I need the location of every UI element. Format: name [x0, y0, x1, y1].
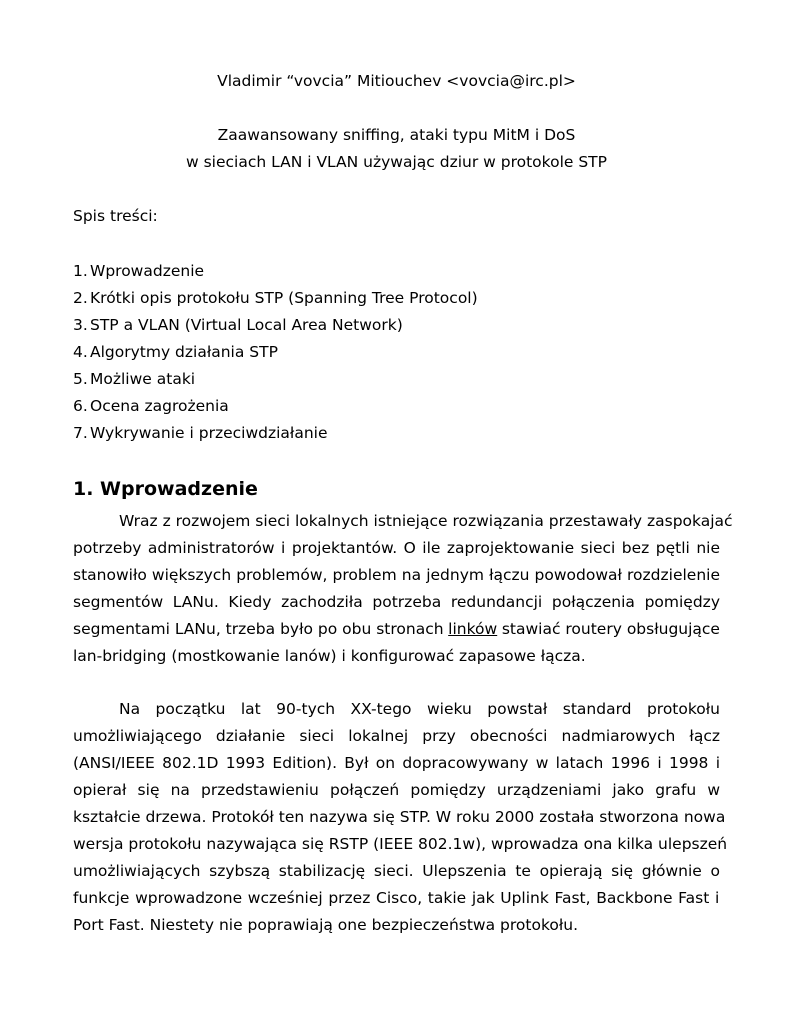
table-of-contents [73, 261, 478, 450]
paragraph-line: stanowiło większych problemów, problem na jednym łączu powodował rozdzielenie [73, 566, 720, 584]
toc-heading: Spis treści: [73, 207, 158, 225]
paragraph-line: potrzeby administratorów i projektantów. O ile zaprojektowanie sieci bez pętli nie [73, 539, 720, 557]
toc-item-label: Wykrywanie i przeciwdziałanie [90, 424, 328, 442]
toc-item-number: 7. [73, 424, 88, 442]
toc-item [73, 342, 478, 369]
toc-item [73, 423, 478, 450]
toc-item [73, 369, 478, 396]
toc-item-number: 6. [73, 397, 88, 415]
author-line: Vladimir “vovcia” Mitiouchev <vovcia@irc.pl> [217, 72, 576, 90]
paragraph-text: segmentami LANu, trzeba było po obu stronach [73, 620, 444, 638]
toc-item-label: Krótki opis protokołu STP (Spanning Tree Protocol) [90, 289, 478, 307]
toc-item [73, 396, 478, 423]
toc-item-number: 4. [73, 343, 88, 361]
paragraph-line: umożliwiających szybszą stabilizację sieci. Ulepszenia te opierają się głównie o [73, 862, 720, 880]
paragraph [73, 699, 728, 942]
toc-item-label: Ocena zagrożenia [90, 397, 229, 415]
paragraph-line: funkcje wprowadzone wcześniej przez Cisco, takie jak Uplink Fast, Backbone Fast i [73, 889, 720, 907]
title-line-1: Zaawansowany sniffing, ataki typu MitM i DoS [217, 126, 576, 144]
toc-item-number: 5. [73, 370, 88, 388]
toc-item [73, 288, 478, 315]
toc-item-label: Możliwe ataki [90, 370, 196, 388]
toc-item-label: STP a VLAN (Virtual Local Area Network) [90, 316, 403, 334]
paragraph-line: wersja protokołu nazywająca się RSTP (IEEE 802.1w), wprowadza ona kilka ulepszeń [73, 835, 728, 853]
toc-item-label: Algorytmy działania STP [90, 343, 278, 361]
paragraph [73, 511, 733, 673]
paragraph-line-text: Wraz z rozwojem sieci lokalnych istniejące rozwiązania przestawały zaspokajać [119, 512, 733, 530]
title-line-2: w sieciach LAN i VLAN używając dziur w protokole STP [185, 153, 607, 171]
paragraph-text: stawiać routery obsługujące [501, 620, 720, 638]
paragraph-line [73, 511, 733, 538]
paragraph-line: umożliwiającego działanie sieci lokalnej przy obecności nadmiarowych łącz [73, 727, 720, 745]
paragraph-line: (ANSI/IEEE 802.1D 1993 Edition). Był on dopracowywany w latach 1996 i 1998 i [73, 754, 720, 772]
paragraph-line [73, 619, 720, 646]
paragraph-line: lan-bridging (mostkowanie lanów) i konfigurować zapasowe łącza. [73, 647, 586, 665]
document-page [73, 0, 733, 1024]
paragraph-line: segmentów LANu. Kiedy zachodziła potrzeba redundancji połączenia pomiędzy [73, 593, 720, 611]
paragraph-line: kształcie drzewa. Protokół ten nazywa się STP. W roku 2000 została stworzona nowa [73, 808, 726, 826]
links-hyperlink[interactable]: linków [448, 620, 498, 638]
toc-item-number: 2. [73, 289, 88, 307]
section-heading: 1. Wprowadzenie [73, 478, 258, 500]
toc-item-label: Wprowadzenie [90, 262, 205, 280]
toc-item-number: 1. [73, 262, 88, 280]
toc-item [73, 261, 478, 288]
toc-item-number: 3. [73, 316, 88, 334]
paragraph-line: Port Fast. Niestety nie poprawiają one bezpieczeństwa protokołu. [73, 916, 579, 934]
toc-item [73, 315, 478, 342]
paragraph-line: opierał się na przedstawieniu połączeń pomiędzy urządzeniami jako grafu w [73, 781, 720, 799]
paragraph-line: Na początku lat 90-tych XX-tego wieku powstał standard protokołu [119, 700, 720, 718]
